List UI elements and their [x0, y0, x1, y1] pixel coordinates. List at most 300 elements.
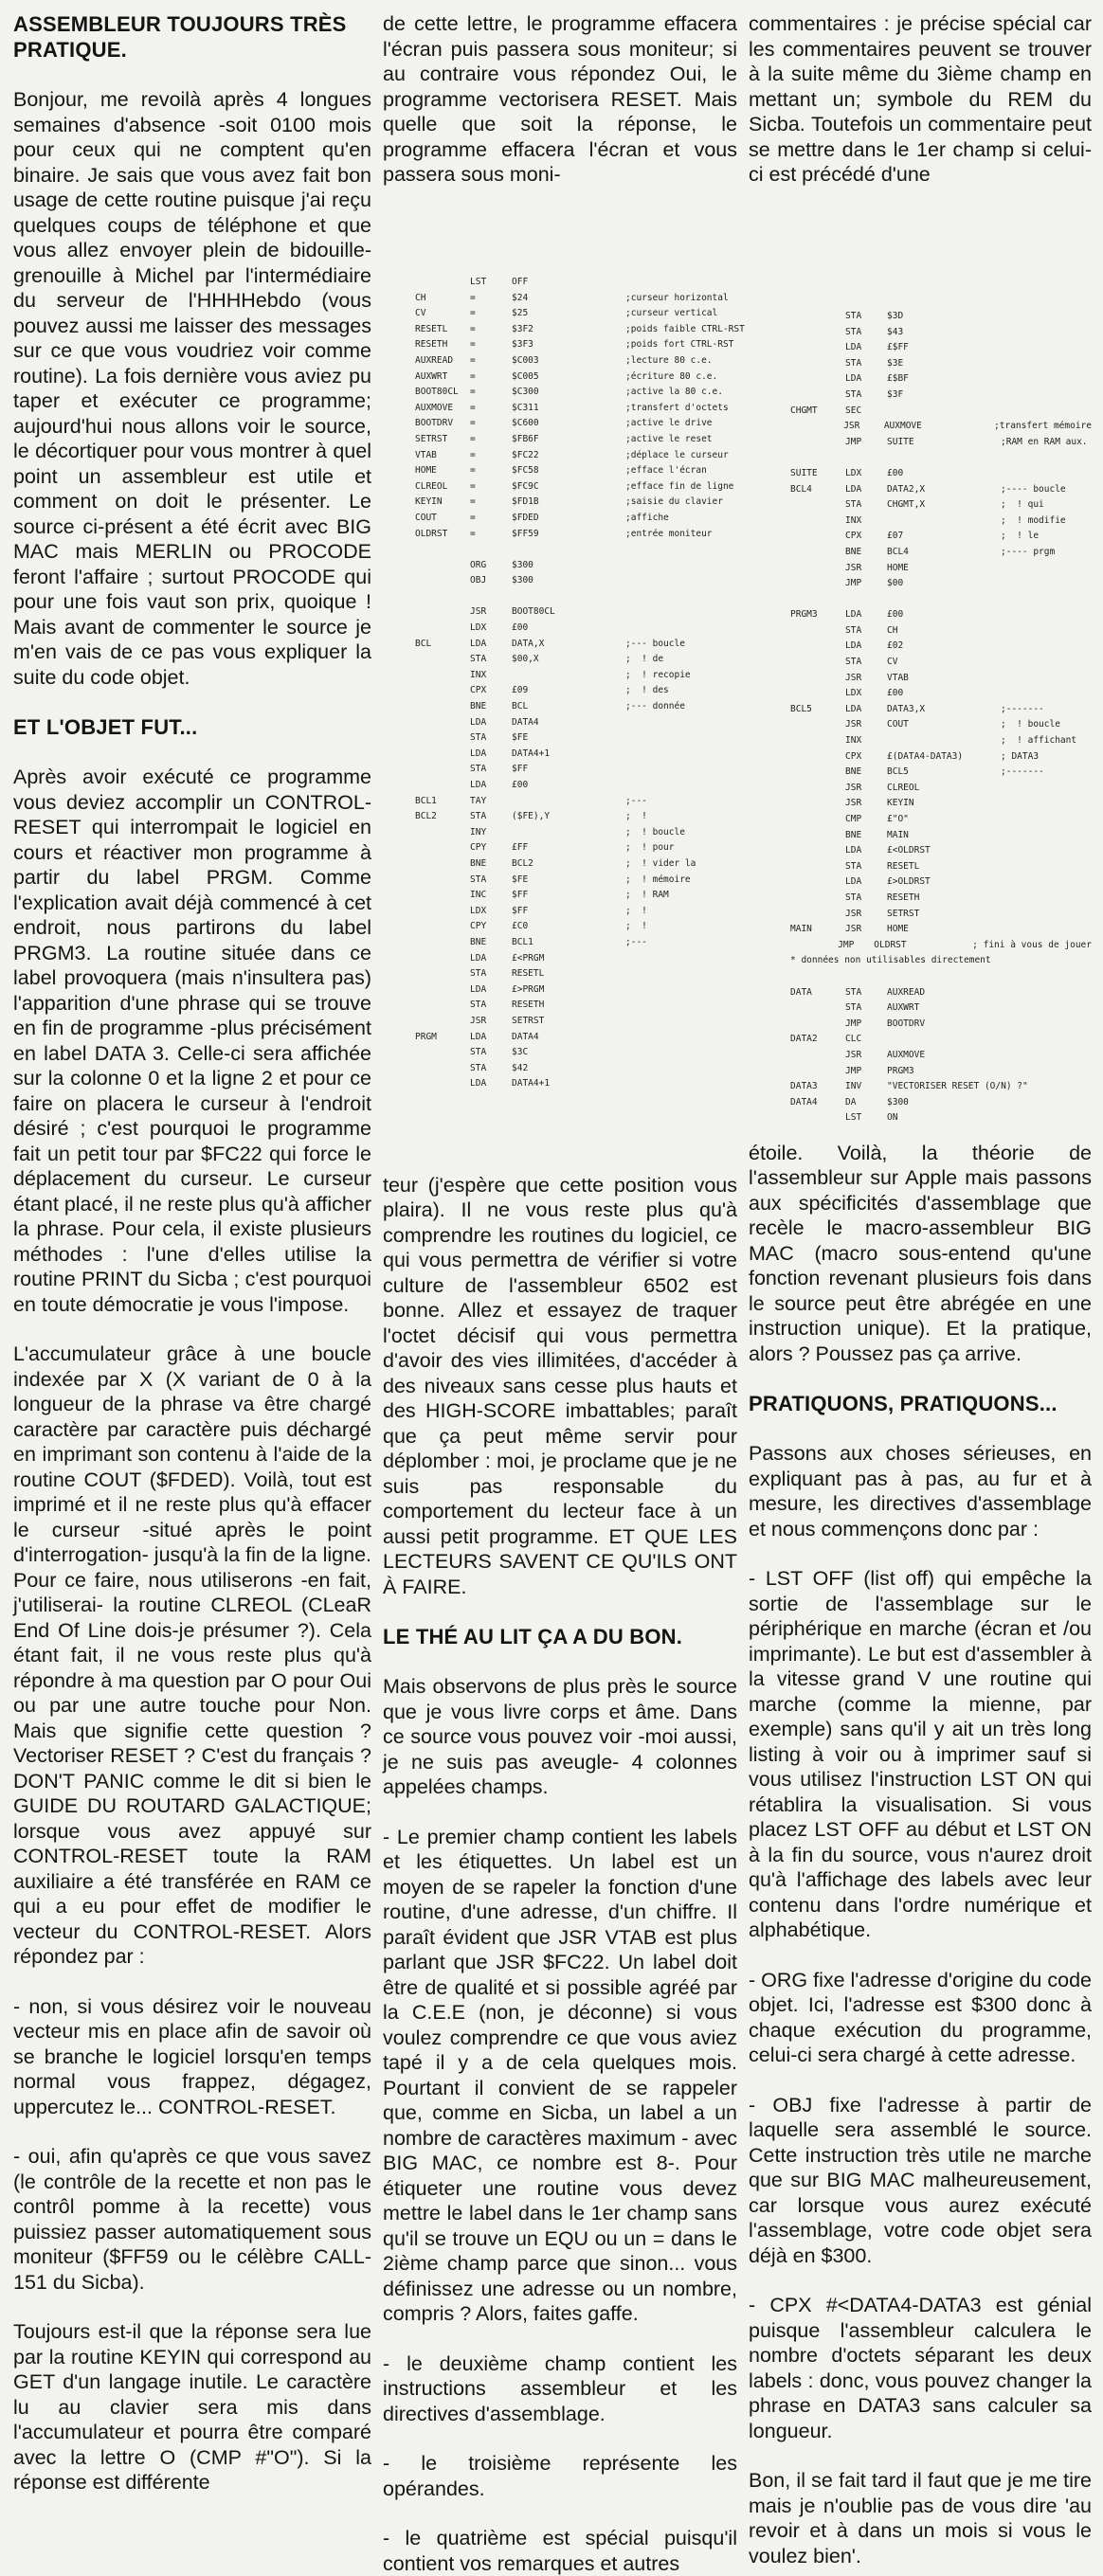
listing-comment: ; ! boucle — [1001, 719, 1060, 730]
listing-label: BCL2 — [415, 811, 437, 822]
listing-instruction: STA — [845, 357, 862, 369]
listing-line — [790, 607, 1092, 623]
listing-instruction: LDA — [845, 845, 862, 856]
listing-instruction: LDA — [470, 952, 487, 964]
listing-instruction: BNE — [845, 546, 862, 557]
listing-line — [415, 589, 745, 605]
listing-label — [790, 325, 845, 341]
listing-instruction: LST — [470, 277, 487, 287]
listing-comment: ;---- boucle — [1001, 483, 1066, 495]
listing-line — [415, 840, 745, 856]
listing-label: BCL4 — [790, 483, 812, 495]
listing-instruction: OBJ — [470, 575, 487, 586]
listing-instruction: JSR — [470, 606, 487, 618]
listing-label — [415, 604, 470, 621]
listing-line — [415, 966, 745, 982]
listing-label — [790, 733, 845, 749]
listing-comment: ;RAM en RAM aux. — [1001, 436, 1088, 447]
listing-label — [790, 781, 845, 797]
listing-instruction — [845, 450, 887, 466]
listing-operand — [887, 969, 1001, 985]
listing-instruction: = — [470, 480, 476, 492]
listing-label — [415, 699, 470, 715]
listing-operand: COUT — [887, 719, 909, 730]
listing-label — [790, 969, 845, 985]
listing-comment: ;efface fin de ligne — [625, 480, 734, 492]
listing-line — [415, 401, 745, 417]
listing-operand: AUXREAD — [887, 986, 926, 998]
listing-operand: $FE — [512, 874, 529, 885]
listing-operand: $FC22 — [512, 449, 539, 460]
listing-operand — [512, 825, 625, 841]
listing-label — [415, 935, 470, 951]
listing-comment: ;saisie du clavier — [625, 496, 723, 508]
listing-comment — [1001, 607, 1092, 623]
listing-comment: ;active le reset — [625, 433, 713, 444]
listing-instruction: LDA — [470, 780, 487, 790]
listing-instruction: JSR — [845, 798, 862, 809]
listing-instruction: STA — [845, 1002, 862, 1014]
listing-comment — [625, 1045, 745, 1061]
listing-instruction: LDX — [470, 622, 487, 634]
listing-line — [790, 781, 1092, 797]
listing-line — [415, 621, 745, 637]
listing-comment — [1001, 340, 1092, 356]
listing-comment: ;poids faible CTRL-RST — [625, 323, 745, 334]
listing-operand: BOOTDRV — [887, 1018, 926, 1029]
listing-operand — [512, 589, 625, 605]
listing-operand: PRGM3 — [887, 1065, 914, 1076]
listing-label — [415, 275, 470, 291]
listing-comment — [1001, 404, 1092, 420]
listing-instruction: JMP — [838, 939, 855, 950]
listing-operand: BCL4 — [887, 546, 909, 557]
listing-instruction: JSR — [845, 719, 862, 730]
listing-line — [790, 1095, 1092, 1111]
listing-comment: ;transfert d'octets — [625, 402, 729, 413]
listing-comment: ; ! mémoire — [625, 874, 691, 885]
listing-comment — [1001, 1032, 1092, 1048]
listing-label — [415, 1061, 470, 1077]
listing-label: PRGM — [415, 1031, 437, 1042]
listing-instruction: LDA — [470, 716, 487, 728]
listing-instruction: JSR — [845, 908, 862, 919]
listing-label — [415, 873, 470, 889]
listing-line — [415, 1014, 745, 1030]
listing-comment — [1001, 356, 1092, 372]
listing-operand: SETRST — [887, 908, 920, 919]
listing-label: BCL5 — [790, 703, 812, 714]
listing-operand: $FE — [512, 732, 529, 744]
listing-instruction: STA — [845, 986, 862, 998]
listing-label — [415, 558, 470, 574]
listing-label — [790, 497, 845, 513]
heading-objet: ET L'OBJET FUT... — [13, 715, 198, 739]
listing-operand: $300 — [887, 1096, 909, 1108]
listing-instruction — [470, 589, 512, 605]
listing-comment: ;curseur horizontal — [625, 292, 729, 303]
listing-operand: DATA4 — [512, 1031, 539, 1042]
listing-comment — [1001, 450, 1092, 466]
listing-operand: $42 — [512, 1062, 529, 1073]
listing-operand: DATA2,X — [887, 483, 926, 495]
listing-operand: $C003 — [512, 354, 539, 366]
listing-instruction: LDA — [470, 748, 487, 759]
listing-label — [790, 356, 845, 372]
listing-instruction: BNE — [470, 857, 487, 869]
listing-line — [415, 306, 745, 322]
listing-operand: DATA3,X — [887, 703, 926, 714]
listing-comment: ;curseur vertical — [625, 308, 718, 319]
listing-comment — [1001, 907, 1092, 923]
listing-comment — [625, 778, 745, 794]
listing-operand — [887, 733, 1001, 749]
listing-label — [790, 639, 845, 655]
listing-line — [415, 448, 745, 464]
listing-comment — [1001, 1000, 1092, 1017]
listing-line — [415, 542, 745, 558]
listing-label: CLREOL — [415, 480, 448, 492]
listing-comment — [1001, 859, 1092, 875]
listing-operand: $300 — [512, 575, 533, 586]
listing-comment: ;poids fort CTRL-RST — [625, 339, 734, 351]
listing-line — [415, 322, 745, 338]
listing-line — [415, 747, 745, 763]
listing-instruction: CPX — [845, 531, 862, 542]
listing-comment — [1001, 671, 1092, 687]
listing-instruction: STA — [470, 764, 487, 775]
listing-label: AUXREAD — [415, 354, 454, 366]
listing-comment — [625, 589, 745, 605]
listing-instruction: = — [470, 418, 476, 429]
listing-label — [790, 812, 845, 828]
listing-instruction: STA — [470, 1000, 487, 1011]
listing-instruction: LDA — [470, 1031, 487, 1042]
listing-line — [415, 809, 745, 825]
listing-line — [415, 778, 745, 794]
listing-operand: RESETH — [887, 892, 920, 903]
listing-label: RESETH — [415, 339, 448, 351]
listing-comment: ;écriture 80 c.e. — [625, 370, 718, 382]
listing-instruction: BNE — [845, 829, 862, 840]
listing-label — [415, 904, 470, 920]
listing-line — [790, 466, 1092, 482]
listing-operand — [887, 513, 1001, 530]
listing-comment: ;déplace le curseur — [625, 449, 729, 460]
listing-instruction: LST — [845, 1112, 862, 1124]
listing-instruction: = — [470, 387, 476, 398]
listing-line — [415, 1045, 745, 1061]
listing-instruction: STA — [470, 811, 487, 822]
listing-operand: $00,X — [512, 654, 539, 665]
listing-line — [790, 907, 1092, 923]
listing-operand: £$BF — [887, 373, 909, 385]
listing-instruction: STA — [845, 892, 862, 903]
listing-line — [415, 432, 745, 448]
listing-label: BCL — [415, 638, 432, 649]
listing-operand: AUXMOVE — [887, 1049, 926, 1060]
listing-line — [415, 479, 745, 495]
listing-label — [415, 1014, 470, 1030]
listing-operand: £02 — [887, 640, 904, 652]
listing-comment: ; ! — [625, 921, 647, 932]
listing-comment: ;---- prgm — [1001, 546, 1056, 557]
listing-comment: ; ! pour — [625, 842, 675, 854]
listing-operand: DATA4+1 — [512, 1078, 551, 1090]
listing-comment — [1001, 371, 1092, 387]
listing-line — [790, 1064, 1092, 1080]
listing-instruction: INX — [470, 669, 487, 680]
listing-label: DATA — [790, 986, 812, 998]
col2-paragraph-7: - le quatrième est spécial puisqu'il contient vos remarques et autres — [383, 2527, 737, 2575]
listing-instruction: STA — [845, 860, 862, 872]
listing-label — [415, 589, 470, 605]
col1-paragraph-5: - oui, afin qu'après ce que vous savez (le contrôle de la recette et non pas le contrôl pomme à la recette) vous puissiez passer automatiquement sous moniteur ($FF59 ou le célèbre CALL-151 du Sicba). — [13, 2145, 371, 2294]
listing-line — [790, 529, 1092, 545]
listing-comment — [625, 998, 745, 1014]
listing-line — [415, 275, 745, 291]
listing-label — [790, 843, 845, 859]
listing-comment — [1001, 1064, 1092, 1080]
listing-comment — [1001, 874, 1092, 891]
listing-line — [790, 1017, 1092, 1033]
listing-comment: ;--- — [625, 795, 647, 806]
listing-operand: £C0 — [512, 921, 529, 932]
listing-label: PRGM3 — [790, 609, 818, 621]
listing-line — [790, 545, 1092, 561]
listing-operand: $43 — [887, 326, 904, 337]
listing-label — [790, 671, 845, 687]
listing-comment — [1001, 891, 1092, 907]
listing-line — [790, 828, 1092, 844]
col2-paragraph-6: - le troisième représente les opérandes. — [383, 2452, 737, 2500]
listing-comment: ; fini à vous de jouer — [972, 939, 1092, 950]
listing-instruction: LDX — [845, 467, 862, 478]
listing-operand — [887, 404, 1001, 420]
listing-line — [415, 794, 745, 810]
listing-comment: ; ! — [625, 905, 647, 916]
listing-comment: ; ! modifie — [1001, 514, 1066, 526]
listing-label — [790, 340, 845, 356]
listing-operand: $3D — [887, 311, 904, 321]
listing-comment — [1001, 686, 1092, 702]
listing-comment — [625, 1076, 745, 1092]
listing-instruction: JSR — [843, 421, 860, 432]
listing-comment: ;lecture 80 c.e. — [625, 354, 713, 366]
listing-label — [790, 387, 845, 404]
listing-instruction: BNE — [470, 701, 487, 712]
listing-instruction: LDA — [845, 703, 862, 714]
listing-line — [790, 1048, 1092, 1064]
listing-line — [790, 404, 1092, 420]
listing-line — [415, 730, 745, 747]
listing-label: BCL1 — [415, 795, 437, 806]
col3-paragraph-6: - OBJ fixe l'adresse à partir de laquelle sera assemblé le source. Cette instruction très utile ne marche que sur BIG MAC malheureusement, car lorsque vous aurez exécuté l'assemblage, votre code objet sera déjà en $300. — [749, 2093, 1092, 2267]
listing-line — [790, 356, 1092, 372]
listing-operand: DATA4 — [512, 716, 539, 728]
listing-line — [790, 655, 1092, 671]
listing-line — [790, 717, 1092, 733]
listing-label — [790, 686, 845, 702]
listing-comment — [625, 275, 745, 291]
listing-operand: $300 — [512, 559, 533, 570]
listing-line — [415, 762, 745, 778]
listing-operand: £>PRGM — [512, 983, 545, 995]
listing-line — [790, 639, 1092, 655]
listing-label — [415, 840, 470, 856]
listing-instruction: = — [470, 402, 476, 413]
listing-line — [790, 686, 1092, 702]
listing-line — [790, 1079, 1092, 1095]
listing-label — [415, 1045, 470, 1061]
listing-line — [790, 1000, 1092, 1017]
listing-operand — [887, 450, 1001, 466]
listing-comment: ; ! des — [625, 685, 669, 696]
listing-line — [790, 340, 1092, 356]
listing-instruction — [845, 969, 887, 985]
listing-operand: SETRST — [512, 1015, 545, 1026]
listing-comment — [1001, 781, 1092, 797]
listing-line — [790, 969, 1092, 985]
listing-instruction: LDA — [845, 640, 862, 652]
listing-label — [790, 938, 838, 954]
listing-label — [790, 1017, 845, 1033]
listing-label — [415, 778, 470, 794]
listing-comment — [1001, 812, 1092, 828]
listing-label — [415, 762, 470, 778]
listing-label — [415, 542, 470, 558]
listing-line — [790, 371, 1092, 387]
listing-label — [415, 652, 470, 668]
listing-label: VTAB — [415, 449, 437, 460]
listing-comment: ;affiche — [625, 512, 669, 523]
listing-line — [415, 573, 745, 589]
listing-operand: AUXMOVE — [883, 421, 922, 432]
listing-line — [415, 558, 745, 574]
listing-label — [790, 655, 845, 671]
listing-operand: £09 — [512, 685, 529, 696]
listing-comment: ; DATA3 — [1001, 750, 1040, 762]
heading-pratiquons: PRATIQUONS, PRATIQUONS... — [749, 1392, 1058, 1415]
listing-line — [790, 749, 1092, 766]
listing-comment — [625, 762, 745, 778]
listing-operand: $C005 — [512, 370, 539, 382]
listing-label — [790, 749, 845, 766]
listing-operand: CV — [887, 657, 898, 668]
listing-operand: $FF — [512, 890, 529, 901]
listing-operand: $FF59 — [512, 528, 539, 539]
listing-label — [790, 623, 845, 639]
listing-line — [790, 592, 1092, 608]
listing-operand: $3F3 — [512, 339, 533, 351]
listing-line — [415, 652, 745, 668]
listing-instruction: LDA — [470, 638, 487, 649]
listing-instruction: STA — [470, 1062, 487, 1073]
listing-line — [415, 982, 745, 999]
listing-operand: BOOT80CL — [512, 606, 555, 618]
listing-label — [415, 747, 470, 763]
listing-label — [790, 561, 845, 577]
listing-instruction: = — [470, 370, 476, 382]
listing-comment — [1001, 592, 1092, 608]
listing-comment — [1001, 796, 1092, 812]
listing-instruction: JSR — [845, 562, 862, 573]
listing-operand: $FF — [512, 764, 529, 775]
listing-label: CHGMT — [790, 405, 818, 416]
listing-operand: BCL1 — [512, 936, 533, 947]
listing-label — [790, 717, 845, 733]
listing-instruction: BNE — [470, 936, 487, 947]
listing-label — [415, 888, 470, 904]
listing-operand: DATA4+1 — [512, 748, 551, 759]
listing-line — [415, 668, 745, 684]
listing-operand: $FF — [512, 905, 529, 916]
listing-operand: SUITE — [887, 436, 914, 447]
listing-operand: $C600 — [512, 418, 539, 429]
listing-line — [790, 1110, 1092, 1126]
listing-operand: $3F2 — [512, 323, 533, 334]
listing-instruction: LDA — [845, 876, 862, 888]
listing-comment — [625, 1030, 745, 1046]
listing-instruction: STA — [845, 311, 862, 321]
listing-line — [415, 291, 745, 307]
listing-instruction: JSR — [470, 1015, 487, 1026]
listing-instruction: LDA — [470, 983, 487, 995]
listing-label — [790, 309, 845, 325]
listing-label — [790, 1110, 845, 1126]
listing-instruction: JSR — [845, 782, 862, 793]
listing-operand: KEYIN — [887, 798, 914, 809]
assembly-listing-part-1 — [415, 275, 745, 1222]
listing-comment — [1001, 576, 1092, 592]
listing-instruction: BNE — [845, 766, 862, 778]
listing-comment — [625, 966, 745, 982]
listing-comment — [1001, 1095, 1092, 1111]
listing-line — [415, 604, 745, 621]
listing-line — [415, 337, 745, 353]
listing-operand — [512, 794, 625, 810]
listing-line — [415, 935, 745, 951]
listing-label: RESETL — [415, 323, 448, 334]
listing-instruction: = — [470, 339, 476, 351]
col2-paragraph-1: de cette lettre, le programme effacera l'écran puis passera sous moniteur; si au contraire vous répondez Oui, le programme vectorisera RESET. Mais quelle que soit la réponse, le programme effacera l'écran et vous passera sous moni- — [383, 12, 737, 186]
listing-comment — [625, 1061, 745, 1077]
listing-label — [790, 435, 845, 451]
listing-operand: OFF — [512, 277, 529, 287]
col3-paragraph-1: commentaires : je précise spécial car les commentaires peuvent se trouver à la suite même du 3ième champ en mettant un; symbole du REM du Sicba. Toutefois un commentaire peut se mettre dans le 1er champ si celui-ci est précédé d'une — [749, 12, 1092, 186]
listing-line — [790, 325, 1092, 341]
listing-comment: ;efface l'écran — [625, 465, 707, 477]
listing-line — [790, 419, 1092, 435]
listing-label — [790, 1000, 845, 1017]
listing-comment — [1001, 623, 1092, 639]
listing-comment: ;transfert mémoire — [994, 421, 1092, 432]
listing-operand: HOME — [887, 924, 909, 935]
listing-comment — [625, 730, 745, 747]
listing-operand — [887, 592, 1001, 608]
listing-label: MAIN — [790, 924, 812, 935]
listing-label — [415, 730, 470, 747]
col1-paragraph-6: Toujours est-il que la réponse sera lue par la routine KEYIN qui correspond au GET d'un langage inutile. Le caractère lu au clavier sera mis dans l'accumulateur et pourra être comparé avec la lettre O (CMP #"O"). Si la réponse est différente — [13, 2320, 371, 2494]
listing-comment — [625, 951, 745, 967]
listing-instruction: JMP — [845, 436, 862, 447]
listing-instruction — [845, 592, 887, 608]
listing-operand: ($FE),Y — [512, 811, 551, 822]
listing-operand: $3E — [887, 357, 904, 369]
listing-instruction: = — [470, 323, 476, 334]
listing-label — [415, 856, 470, 873]
listing-operand: £"O" — [887, 814, 909, 824]
